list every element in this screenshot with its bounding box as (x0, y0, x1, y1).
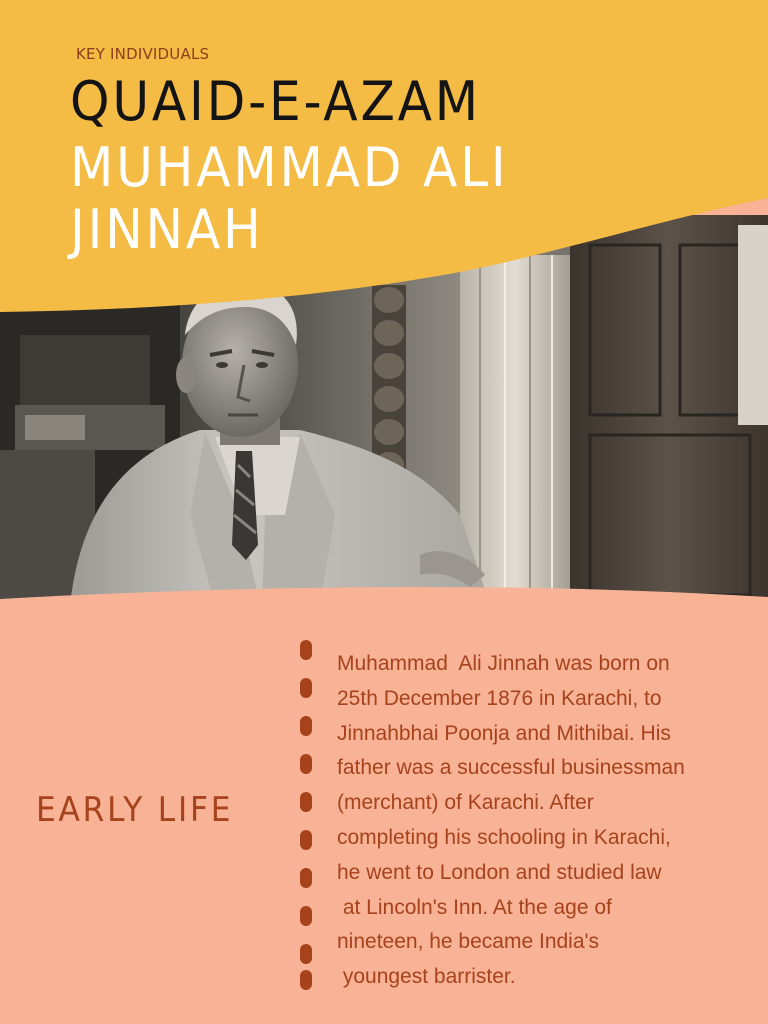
divider-dot (300, 754, 312, 774)
paragraph-line: father was a successful businessman (337, 756, 685, 780)
divider-dot (300, 944, 312, 964)
divider-dot (300, 640, 312, 660)
title-line-2: MUHAMMAD ALI (70, 136, 509, 199)
early-life-paragraph (337, 647, 757, 995)
title-line-1: QUAID-E-AZAM (70, 70, 481, 133)
divider-dot (300, 906, 312, 926)
paragraph-line: 25th December 1876 in Karachi, to (337, 686, 662, 710)
paragraph-line: nineteen, he became India's (337, 930, 600, 954)
divider-dot (300, 830, 312, 850)
divider-dot (300, 716, 312, 736)
divider-dot (300, 970, 312, 990)
early-life-heading: EARLY LIFE (36, 790, 234, 830)
paragraph-line: (merchant) of Karachi. After (337, 791, 594, 815)
paragraph-line: completing his schooling in Karachi, (337, 825, 671, 849)
kicker-label: KEY INDIVIDUALS (76, 45, 210, 63)
paragraph-line: youngest barrister. (337, 965, 516, 989)
divider-dot (300, 792, 312, 812)
paragraph-line: at Lincoln's Inn. At the age of (337, 895, 612, 919)
paragraph-line: Jinnahbhai Poonja and Mithibai. His (337, 721, 671, 745)
divider-dot (300, 678, 312, 698)
paragraph-line: Muhammad Ali Jinnah was born on (337, 652, 670, 675)
paragraph-line: he went to London and studied law (337, 860, 662, 884)
divider-dot (300, 868, 312, 888)
dotted-divider (300, 640, 314, 990)
title-line-3: JINNAH (70, 198, 264, 261)
